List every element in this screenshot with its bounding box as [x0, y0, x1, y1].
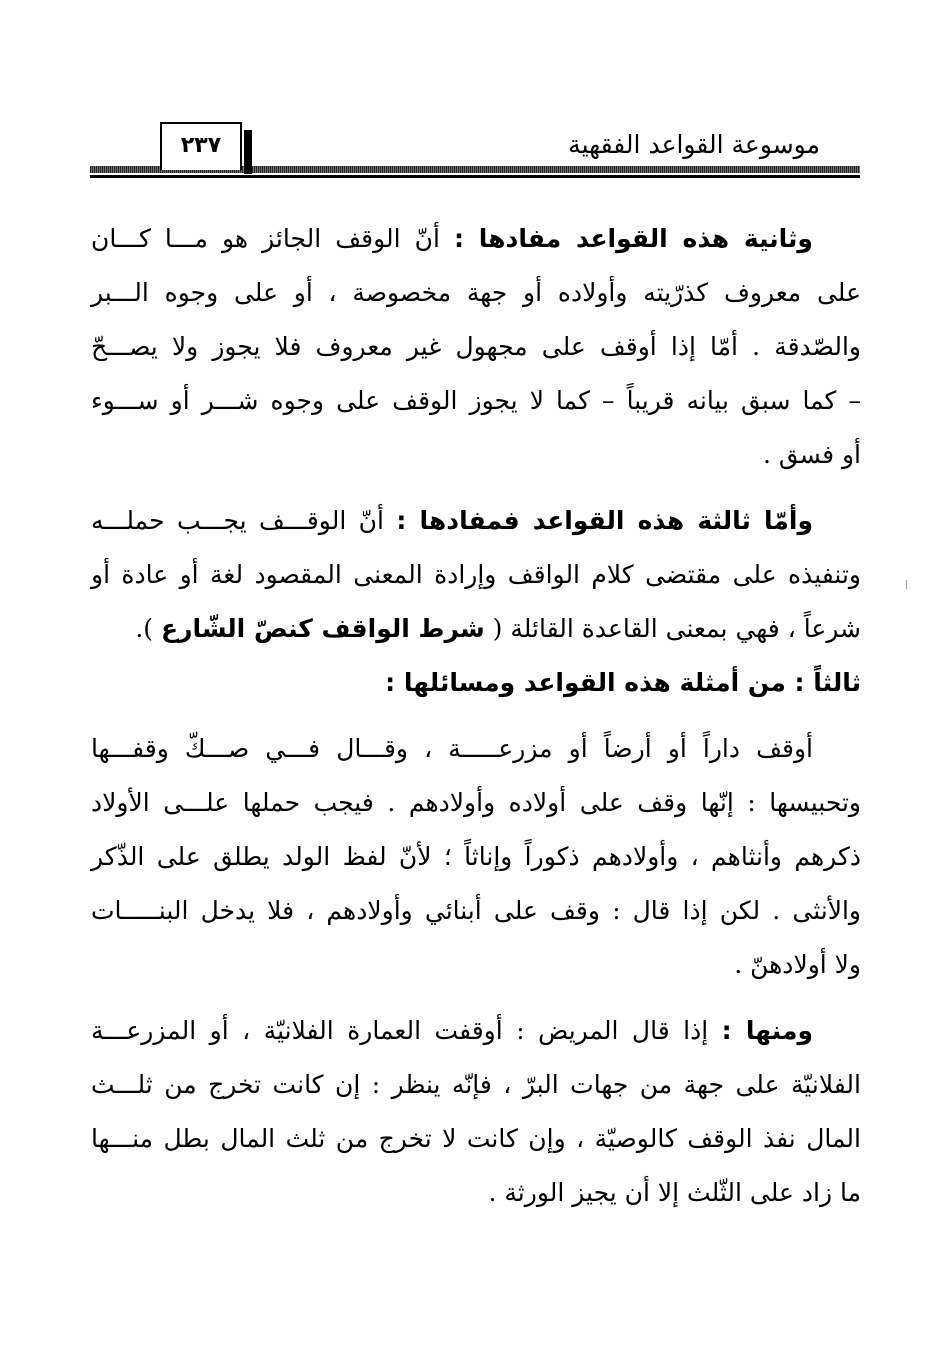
- running-title: موسوعة القواعد الفقهية: [568, 130, 820, 159]
- text-line: أوقف داراً أو أرضاً أو مزرعـــــة ، وقـــال فـــي صـــكّ وقفـــها: [91, 734, 813, 763]
- text-line: [91, 494, 861, 548]
- paragraph-lead: وثانية هذه القواعد مفادها :: [453, 224, 813, 253]
- text-span: أنّ الوقف الجائز هو مـــا كـــان: [91, 224, 440, 253]
- paragraph-lead: وأمّا ثالثة هذه القواعد فمفادها :: [396, 506, 813, 535]
- text-line: ما زاد على الثّلث إلا أن يجيز الورثة .: [488, 1178, 861, 1207]
- text-line: والصّدقة . أمّا إذا أوقف على مجهول غير معروف فلا يجوز ولا يصـــحّ: [91, 332, 861, 361]
- text-line: الفلانيّة على جهة من جهات البرّ ، فإنّه ينظر : إن كانت تخرج من ثلـــث: [91, 1070, 861, 1099]
- paragraph-gap: [91, 482, 861, 494]
- page-header: [90, 118, 860, 180]
- scan-mark: [906, 580, 907, 589]
- header-solid-rule: [90, 175, 860, 178]
- paragraph-lead: ومنها :: [721, 1016, 813, 1045]
- text-line: – كما سبق بيانه قريباً – كما لا يجوز الوقف على وجوه شـــر أو ســـوء: [91, 386, 861, 415]
- text-line: والأنثى . لكن إذا قال : وقف على أبنائي وأولادهم ، فلا يدخل البنـــــات: [91, 896, 861, 925]
- text-span: ).: [135, 614, 154, 643]
- text-span: شرعاً ، فهي بمعنى القاعدة القائلة (: [492, 614, 861, 643]
- text-line: ولا أولادهنّ .: [734, 950, 861, 979]
- text-line: ذكرهم وأنثاهم ، وأولادهم ذكوراً وإناثاً ؛ لأنّ لفظ الولد يطلق على الذّكر: [91, 842, 861, 871]
- text-line: [91, 602, 861, 656]
- page-number-box: [160, 122, 242, 170]
- text-line: وتحبيسها : إنّها وقف على أولاده وأولادهم . فيجب حملها علـــى الأولاد: [91, 788, 861, 817]
- text-line: وتنفيذه على مقتضى كلام الواقف وإرادة المعنى المقصود لغة أو عادة أو: [91, 560, 861, 589]
- text-line: [91, 212, 861, 266]
- page-body: [91, 212, 861, 1220]
- text-line: [91, 1004, 861, 1058]
- text-span: أنّ الوقـــف يجـــب حملـــه: [91, 506, 384, 535]
- text-span: إذا قال المريض : أوقفت العمارة الفلانيّة ، أو المزرعـــة: [91, 1016, 709, 1045]
- quoted-rule: شرط الواقف كنصّ الشّارع: [161, 614, 485, 643]
- text-line: أو فسق .: [763, 440, 861, 469]
- paragraph-gap: [91, 992, 861, 1004]
- text-line: على معروف كذرّيته وأولاده أو جهة مخصوصة ، أو على وجوه الـــبر: [91, 278, 861, 307]
- page-number: ٢٣٧: [180, 133, 222, 158]
- paragraph-gap: [91, 710, 861, 722]
- text-line: المال نفذ الوقف كالوصيّة ، وإن كانت لا تخرج من ثلث المال بطل منـــها: [91, 1124, 861, 1153]
- section-heading: ثالثاً : من أمثلة هذه القواعد ومسائلها :: [385, 668, 861, 697]
